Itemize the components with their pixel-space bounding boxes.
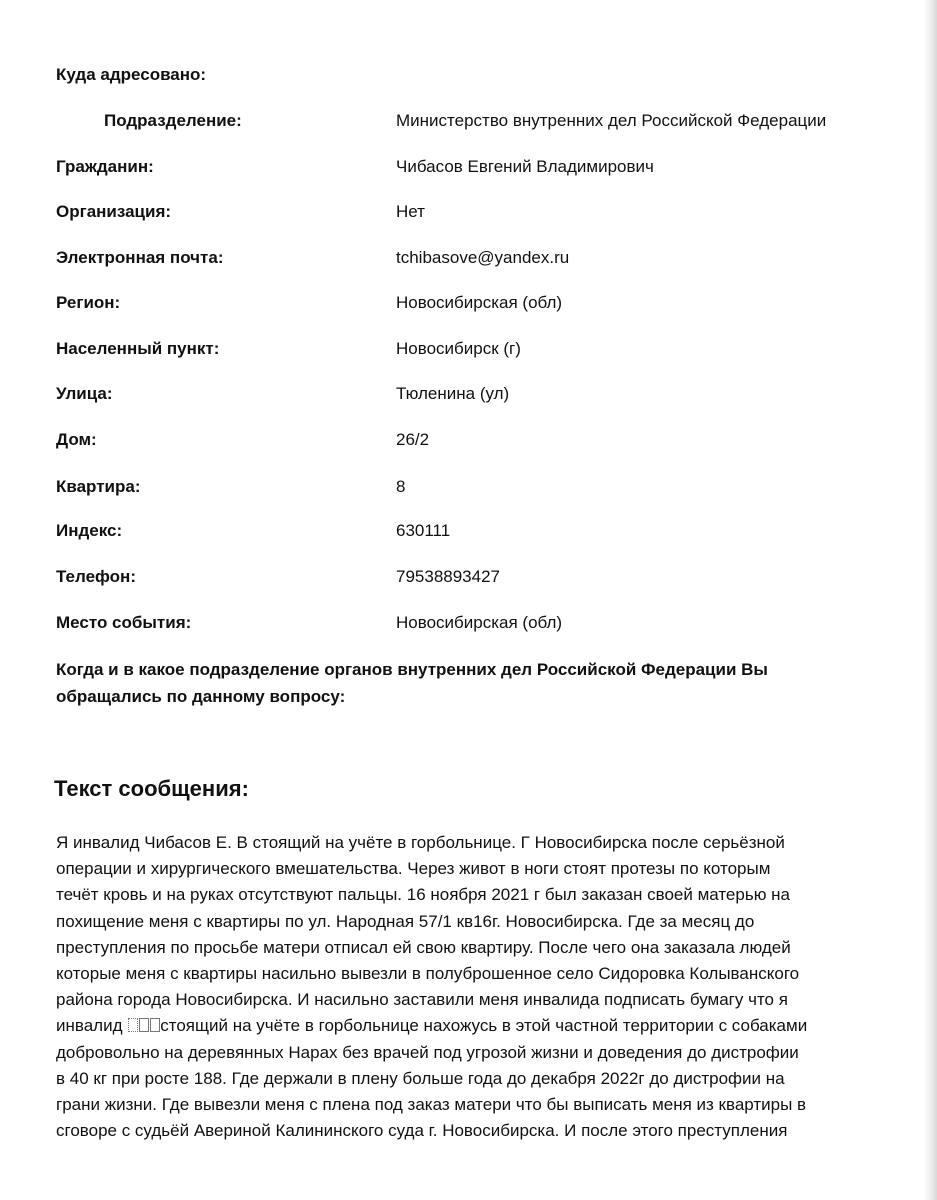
field-label: Регион: [56, 293, 121, 312]
field-row-house [0, 429, 937, 453]
field-row-organization [0, 201, 937, 225]
field-value: Чибасов Евгений Владимирович [396, 157, 654, 176]
message-line: течёт кровь и на руках отсутствуют пальцы. 16 ноября 2021 г был заказан своей матерью на [56, 885, 791, 905]
field-value: 79538893427 [396, 567, 501, 586]
message-line: грани жизни. Где вывезли меня с плена под заказ матери что бы выписать меня из квартиры в [56, 1094, 807, 1114]
field-value: Новосибирск (г) [396, 339, 521, 358]
message-line: добровольно на деревянных Нарах без врачей под угрозой жизни и доведения до дистрофии [56, 1042, 799, 1062]
message-line: преступления по просьбе матери отписал ей свою квартиру. После чего она заказала людей [56, 937, 791, 957]
field-label: Подразделение: [104, 111, 242, 130]
field-label: Телефон: [56, 567, 136, 586]
field-label: Электронная почта: [56, 248, 224, 267]
field-value: Новосибирская (обл) [396, 613, 563, 632]
field-label: Место события: [56, 613, 192, 632]
field-row-locality [0, 338, 937, 362]
message-heading: Текст сообщения: [54, 776, 249, 801]
missing-glyph-icon [128, 1018, 138, 1032]
field-label: Гражданин: [56, 157, 154, 176]
message-line: района города Новосибирска. И насильно заставили меня инвалида подписать бумагу что я [56, 990, 788, 1010]
page-edge-shadow [923, 0, 937, 1200]
field-value: 26/2 [396, 430, 430, 449]
field-value: Новосибирская (обл) [396, 293, 563, 312]
field-row-email [0, 247, 937, 271]
message-line: Я инвалид Чибасов Е. В стоящий на учёте в горбольнице. Г Новосибирска после серьёзной [56, 833, 785, 852]
field-label: Населенный пункт: [56, 339, 220, 358]
message-line: операции и хирургического вмешательства. Через живот в ноги стоят протезы по которым [56, 859, 771, 879]
field-value: Нет [396, 202, 425, 221]
message-line-start: инвалид [56, 1016, 128, 1036]
field-label: Индекс: [56, 521, 123, 540]
field-row-apartment [0, 476, 937, 500]
field-value: Министерство внутренних дел Российской Федерации [396, 111, 827, 130]
message-line: сговоре с судьёй Авериной Калининского суда г. Новосибирска. И после этого преступления [56, 1121, 788, 1141]
field-value: 630111 [396, 521, 451, 540]
missing-glyph-icon [139, 1018, 149, 1032]
field-row-postal-index [0, 520, 937, 544]
field-value: tchibasove@yandex.ru [396, 248, 570, 267]
addressed-to-heading: Куда адресовано: [56, 65, 207, 84]
field-label: Улица: [56, 384, 113, 403]
message-line: которые меня с квартиры насильно вывезли в полуброшенное село Сидоровка Колыванского [56, 963, 800, 983]
missing-glyph-icon [150, 1018, 160, 1032]
field-label: Квартира: [56, 477, 141, 496]
field-row-phone [0, 566, 937, 590]
message-line [56, 1013, 906, 1039]
field-row-event-place [0, 612, 937, 636]
field-value: Тюленина (ул) [396, 384, 510, 403]
field-label: Дом: [56, 430, 97, 449]
message-line: похищение меня с квартиры по ул. Народная 57/1 кв16г. Новосибирска. Где за месяц до [56, 911, 755, 931]
message-line: в 40 кг при росте 188. Где держали в плену больше года до декабря 2022г до дистрофии на [56, 1068, 785, 1088]
field-row-citizen [0, 156, 937, 180]
prior-appeal-question: Когда и в какое подразделение органов внутренних дел Российской Федерации Вы обращались по данному вопросу: [56, 660, 768, 706]
field-row-region [0, 292, 937, 316]
message-line-end: стоящий на учёте в горбольнице нахожусь в этой частной территории с собаками [160, 1016, 808, 1036]
field-row-department [0, 110, 937, 134]
message-body [56, 830, 906, 1144]
field-value: 8 [396, 477, 406, 496]
field-row-street [0, 383, 937, 407]
field-label: Организация: [56, 202, 172, 221]
